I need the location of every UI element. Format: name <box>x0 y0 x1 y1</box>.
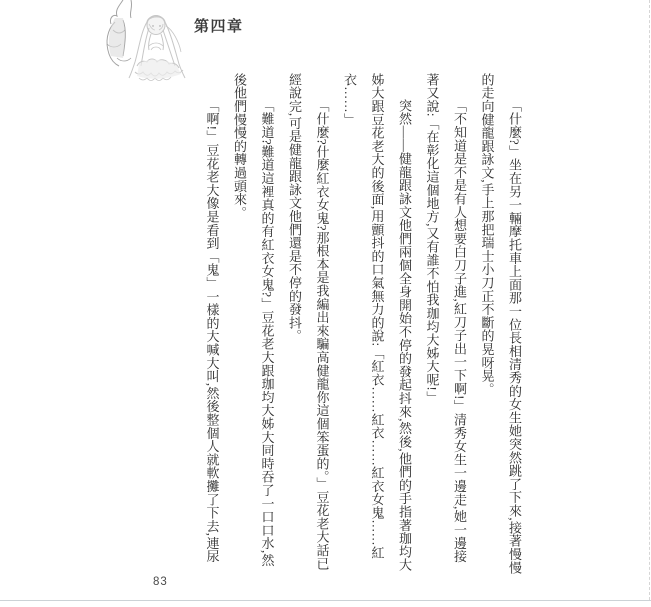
chapter-illustration <box>93 0 200 83</box>
chapter-title: 第四章 <box>194 19 244 35</box>
text-column: 突然——健龍跟詠文他們兩個全身開始不停的發起抖來,然後,他們的手指著珈均大 <box>397 99 412 572</box>
text-column: 「啊!」豆花老大像是看到「鬼」一樣的大喊大叫,然後整個人就軟攤了下去,連尿 <box>204 99 220 563</box>
text-column: 姊大跟豆花老大的後面,用顫抖的口氣無力的說:「紅衣……紅衣……紅衣女鬼……紅 <box>369 73 385 560</box>
text-column: 後他們慢慢的轉過頭來。 <box>232 73 247 220</box>
page-edge-right-line <box>649 0 650 600</box>
text-column: 經說完,可是健龍跟詠文他們還是不停的發抖。 <box>287 73 302 343</box>
page-edge-bottom-line <box>0 600 651 601</box>
text-column: 衣……」 <box>342 73 357 127</box>
text-column: 的走向健龍跟詠文,手上那把瑞士小刀正不斷的晃呀晃。 <box>479 73 495 396</box>
page-number: 83 <box>153 576 168 588</box>
text-column: 「什麼?」坐在另一輛摩托車上面那一位長相清秀的女生她突然跳了下來,接著慢慢 <box>507 99 522 575</box>
text-column: 「不知道是不是有人想要白刀子進,紅刀子出一下啊!」清秀女生一邊走,她一邊接 <box>452 99 467 563</box>
text-column: 「難道?難道這裡真的有紅衣女鬼?」豆花老大跟珈均大姊大同時吞了一口口水,然 <box>259 99 275 567</box>
text-columns <box>198 73 528 575</box>
girl-shading <box>137 60 181 79</box>
text-column: 著又說:「在彰化這個地方,又有誰不怕我珈均大姊大呢!」 <box>424 73 440 405</box>
back-figure-shading <box>109 18 125 58</box>
text-column: 「什麼?什麼紅衣女鬼?那根本是我編出來騙高健龍你這個笨蛋的。」豆花老大話已 <box>314 99 330 571</box>
